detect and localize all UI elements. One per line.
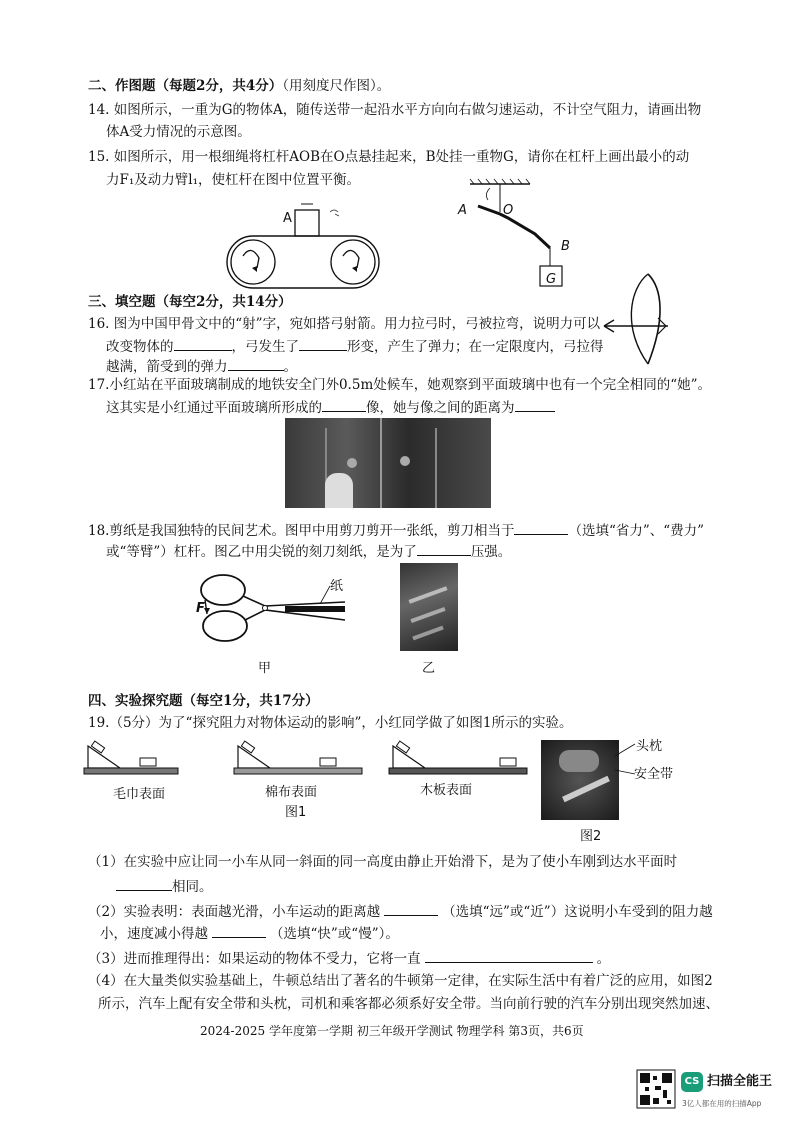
q14-line2: 体A受力情况的示意图。 <box>106 124 251 140</box>
q19-p2-text-d: （选填“快”或“慢”）。 <box>270 926 399 942</box>
fig15-label-g: G <box>546 272 557 287</box>
q16-text-e: 。 <box>283 359 297 375</box>
oracle-bone-shoot-character <box>600 268 670 368</box>
fig15-label-b: B <box>561 239 570 254</box>
q19-p1-line1: （1）在实验中应让同一小车从同一斜面的同一高度由静止开始滑下，是为了使小车刚到达水平面时 <box>88 854 678 870</box>
fig18-caption-b: 乙 <box>422 661 436 676</box>
q19-blank-1[interactable] <box>116 876 172 891</box>
q17-text-a: 这其实是小红通过平面玻璃所形成的 <box>106 400 322 416</box>
section-3-heading: 三、填空题（每空2分，共14分） <box>88 294 292 310</box>
label-seatbelt: 安全带 <box>634 767 674 782</box>
q19-p4-line1: （4）在大量类似实验基础上，牛顿总结出了著名的牛顿第一定律，在实际生活中有着广泛的应用，如图2 <box>88 973 713 989</box>
q19-p1-line2 <box>116 876 213 896</box>
fig2-caption: 图2 <box>580 829 602 844</box>
label-headrest: 头枕 <box>636 739 663 754</box>
camscanner-logo-icon: CS <box>681 1072 703 1092</box>
surface-cotton: 棉布表面 <box>265 785 318 800</box>
fig1-caption: 图1 <box>285 805 307 820</box>
q16-blank-3[interactable] <box>228 356 284 371</box>
q17-line1: 17.小红站在平面玻璃制成的地铁安全门外0.5m处候车，她观察到平面玻璃中也有一个完全相同的“她”。 <box>88 377 712 393</box>
fig15-label-a: A <box>458 203 467 218</box>
q19-blank-3[interactable] <box>212 923 266 938</box>
q16-line2 <box>106 336 604 356</box>
q19-blank-2[interactable] <box>384 901 438 916</box>
q18-line2 <box>106 541 511 561</box>
q15-line2: 力F₁及动力臂l₁，使杠杆在图中位置平衡。 <box>106 172 361 188</box>
ramp-wood <box>385 740 530 780</box>
q16-text-d: 越满，箭受到的弹力 <box>106 359 228 375</box>
qr-code-icon <box>637 1070 675 1108</box>
lever-figure <box>460 178 580 293</box>
seatbelt-headrest-photo <box>541 740 619 820</box>
q19-p2-text-a: （2）实验表明：表面越光滑，小车运动的距离越 <box>88 904 381 920</box>
q19-p2-line1 <box>88 901 713 921</box>
q18-blank-2[interactable] <box>417 541 471 556</box>
q16-blank-2[interactable] <box>299 336 347 351</box>
q18-blank-1[interactable] <box>514 520 568 535</box>
q14-line1: 14. 如图所示，一重为G的物体A，随传送带一起沿水平方向向右做匀速运动，不计空气阻力，请画出物 <box>88 102 702 118</box>
section-4-heading: 四、实验探究题（每空1分，共17分） <box>88 693 319 709</box>
camscanner-name: 扫描全能王 <box>707 1074 773 1089</box>
q17-text-b: 像，她与像之间的距离为 <box>366 400 515 416</box>
q19-p2-line2 <box>100 923 399 943</box>
conveyor-belt-figure <box>225 200 385 295</box>
page-footer: 2024-2025 学年度第一学期 初三年级开学测试 物理学科 第3页，共6页 <box>200 1024 584 1038</box>
q18-text-c: 或“等臂”）杠杆。图乙中用尖锐的刻刀刻纸，是为了 <box>106 544 417 560</box>
surface-towel: 毛巾表面 <box>113 787 166 802</box>
fig18-label-paper: 纸 <box>330 579 344 594</box>
q18-text-d: 压强。 <box>470 544 512 560</box>
q19-p3 <box>88 948 610 968</box>
q17-blank-1[interactable] <box>322 397 366 412</box>
q19-p3-text-b: 。 <box>596 951 611 967</box>
q16-blank-1[interactable] <box>174 336 232 351</box>
subway-glass-door-photo <box>285 418 491 508</box>
q17-line2 <box>106 397 555 417</box>
q16-text-b: ，弓发生了 <box>231 339 299 355</box>
ramp-towel <box>80 740 180 780</box>
q19-p2-text-b: （选填“远”或“近”）这说明小车受到的阻力越 <box>442 904 713 920</box>
q19-blank-4[interactable] <box>425 948 593 963</box>
fig14-label-a: A <box>283 211 292 226</box>
section-2-heading <box>88 77 390 95</box>
q19-p1-text: 相同。 <box>172 879 213 895</box>
q16-line1: 16. 图为中国甲骨文中的“射”字，宛如搭弓射箭。用力拉弓时，弓被拉弯，说明力可以 <box>88 316 601 332</box>
surface-wood: 木板表面 <box>420 783 473 798</box>
q17-blank-2[interactable] <box>515 397 555 412</box>
section-2-note: （用刻度尺作图）。 <box>282 78 391 94</box>
fig15-label-o: O <box>503 203 514 218</box>
q16-line3 <box>106 356 297 376</box>
q19-p3-text-a: （3）进而推理得出：如果运动的物体不受力，它将一直 <box>88 951 421 967</box>
q16-text-a: 改变物体的 <box>106 339 174 355</box>
q18-line1 <box>88 520 704 540</box>
camscanner-tagline: 3亿人都在用的扫描App <box>682 1099 762 1108</box>
q15-line1: 15. 如图所示，用一根细绳将杠杆AOB在O点悬挂起来，B处挂一重物G，请你在杠杆上画出最小的动 <box>88 149 690 165</box>
q19-p4-line2: 所示，汽车上配有安全带和头枕，司机和乘客都必须系好安全带。当向前行驶的汽车分别出现突然加速、 <box>98 996 719 1012</box>
block-a <box>295 210 319 236</box>
fig18-caption-a: 甲 <box>258 661 272 676</box>
fig18-label-f: F <box>196 601 205 616</box>
section-2-title: 二、作图题（每题2分，共4分） <box>88 78 283 94</box>
q16-text-c: 形变，产生了弹力；在一定限度内，弓拉得 <box>347 339 604 355</box>
q19-intro: 19.（5分）为了“探究阻力对物体运动的影响”，小红同学做了如图1所示的实验。 <box>88 715 573 731</box>
q19-p2-text-c: 小，速度减小得越 <box>100 926 208 942</box>
paper-cutting-photo <box>400 563 458 651</box>
q18-text-b: （选填“省力”、“费力” <box>568 523 705 539</box>
ramp-cotton <box>230 740 365 780</box>
q18-text-a: 18.剪纸是我国独特的民间艺术。图甲中用剪刀剪开一张纸，剪刀相当于 <box>88 523 515 539</box>
